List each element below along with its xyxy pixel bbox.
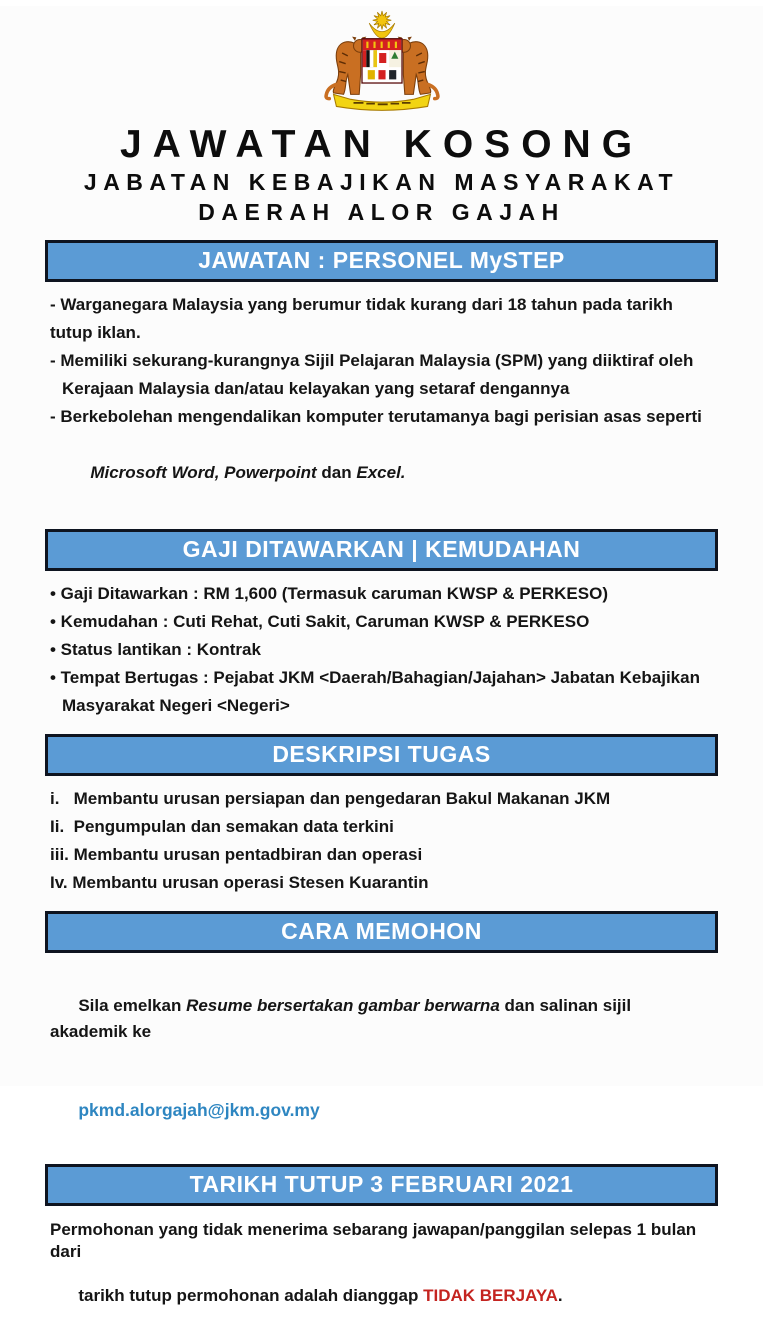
instruction-pre-text: Sila emelkan (78, 996, 187, 1015)
section-tarikh-content (50, 1219, 713, 1329)
apply-instruction-line (50, 967, 713, 1071)
instruction-post-text: dan salinan sijil akademik ke (50, 996, 636, 1041)
conjunction-text: dan (316, 463, 357, 482)
tiger-right-icon (397, 37, 437, 99)
section-jawatan-content (50, 291, 713, 515)
section-banner-tarikh-tutup: TARIKH TUTUP 3 FEBRUARI 2021 (45, 1164, 718, 1206)
list-item: - Berkebolehan mengendalikan komputer terutamanya bagi perisian asas seperti (50, 407, 702, 426)
resume-requirement-italic: Resume bersertakan gambar berwarna (186, 996, 500, 1015)
list-item: Ii. Pengumpulan dan semakan data terkini (50, 817, 394, 836)
shield-icon (362, 39, 402, 83)
list-item-continuation (50, 431, 713, 515)
list-item: - Warganegara Malaysia yang berumur tidak kurang dari 18 tahun pada tarikh tutup iklan. (50, 295, 678, 342)
section-gaji-content (50, 580, 713, 720)
list-item-continuation: Masyarakat Negeri <Negeri> (62, 696, 290, 715)
coat-of-arms-icon (303, 6, 461, 120)
job-vacancy-poster (0, 6, 763, 1305)
list-item: • Status lantikan : Kontrak (50, 640, 261, 659)
subtitle-district: DAERAH ALOR GAJAH (198, 199, 565, 225)
list-item: • Tempat Bertugas : Pejabat JKM <Daerah/Bahagian/Jajahan> Jabatan Kebajikan (50, 668, 700, 687)
closing-note-period: . (557, 1286, 563, 1305)
closing-note-line2 (50, 1263, 713, 1329)
subtitle-department: JABATAN KEBAJIKAN MASYARAKAT (83, 169, 680, 195)
tiger-left-icon (326, 37, 366, 99)
page-title: JAWATAN KOSONG (119, 123, 644, 166)
list-item: i. Membantu urusan persiapan dan pengedaran Bakul Makanan JKM (50, 789, 611, 808)
closing-note-line1: Permohonan yang tidak menerima sebarang jawapan/panggilan selepas 1 bulan dari (50, 1220, 701, 1261)
list-item: - Memiliki sekurang-kurangnya Sijil Pelajaran Malaysia (SPM) yang diiktiraf oleh (50, 351, 694, 370)
software-names-italic: Microsoft Word, Powerpoint (90, 463, 317, 482)
section-banner-deskripsi: DESKRIPSI TUGAS (45, 734, 718, 776)
section-banner-gaji: GAJI DITAWARKAN | KEMUDAHAN (45, 529, 718, 571)
list-item-continuation: Kerajaan Malaysia dan/atau kelayakan yang setaraf dengannya (62, 379, 570, 398)
email-link[interactable]: pkmd.alorgajah@jkm.gov.my (78, 1100, 320, 1120)
closing-note-pre-text: tarikh tutup permohonan adalah dianggap (78, 1286, 424, 1305)
section-banner-cara-memohon: CARA MEMOHON (45, 911, 718, 953)
list-item: iii. Membantu urusan pentadbiran dan operasi (50, 845, 423, 864)
list-item: • Kemudahan : Cuti Rehat, Cuti Sakit, Caruman KWSP & PERKESO (50, 612, 590, 631)
unsuccessful-status-text: TIDAK BERJAYA (423, 1286, 558, 1305)
motto-ribbon-icon (333, 94, 430, 110)
list-item: • Gaji Ditawarkan : RM 1,600 (Termasuk caruman KWSP & PERKESO) (50, 584, 608, 603)
section-cara-content (50, 967, 713, 1150)
software-name-excel-italic: Excel. (356, 463, 406, 482)
section-deskripsi-content (50, 785, 713, 897)
section-banner-jawatan: JAWATAN : PERSONEL MySTEP (45, 240, 718, 282)
list-item: Iv. Membantu urusan operasi Stesen Kuarantin (50, 873, 429, 892)
sun-star-icon (372, 11, 391, 30)
